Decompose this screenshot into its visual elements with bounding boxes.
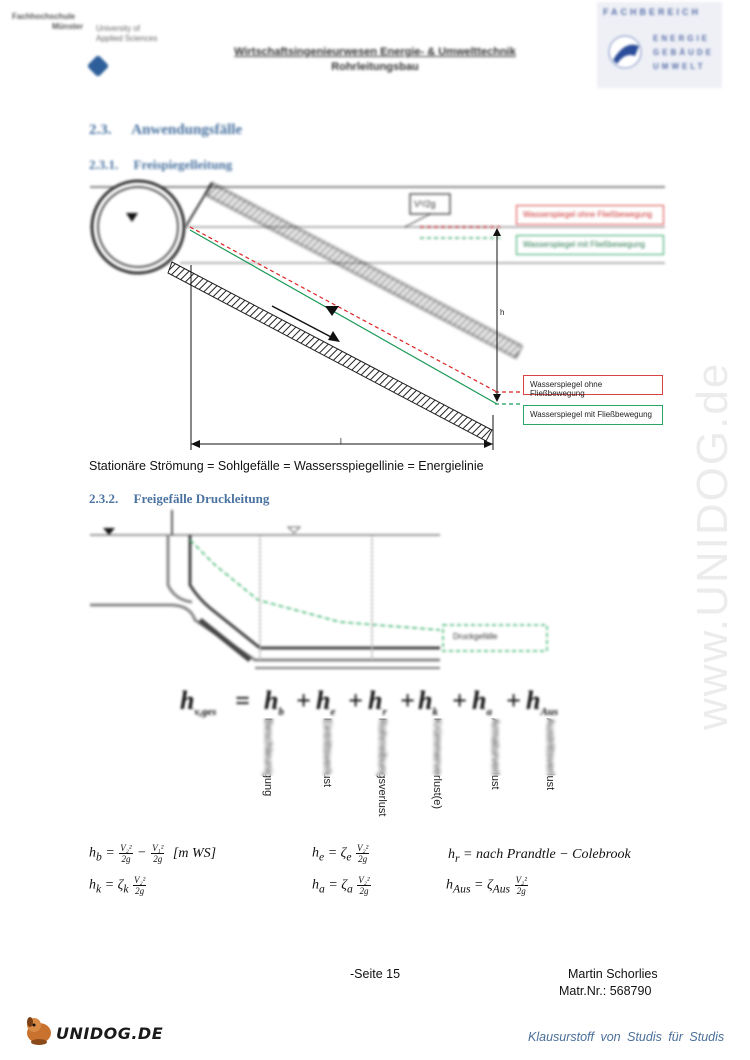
department-logo: [597, 2, 722, 88]
department-emblem-icon: [603, 30, 647, 74]
section-number: 2.3.2.: [89, 491, 119, 506]
section-title: Freispiegelleitung: [133, 157, 233, 172]
legend-green: Wasserspiegel mit Fließbewegung: [523, 405, 663, 425]
formula-plus: +: [452, 686, 467, 715]
site-name: UNIDOG.DE: [56, 1024, 164, 1043]
pressure-gradient-label: Druckgefälle: [453, 632, 498, 641]
section-title: Anwendungsfälle: [131, 122, 243, 138]
formula-plus: +: [296, 686, 311, 715]
dog-mascot-icon: [22, 1013, 56, 1047]
diagram-blurred-top: [90, 181, 665, 273]
height-label: h: [500, 308, 505, 317]
title-line2: Rohrleitungsbau: [331, 61, 419, 73]
author-name: Martin Schorlies: [568, 967, 658, 981]
formula-plus: +: [348, 686, 363, 715]
water-level-triangle-icon: [325, 306, 339, 316]
page-number: -Seite 15: [350, 967, 401, 981]
formula-equals: =: [235, 686, 250, 715]
formula-term-e: $h_e$: [316, 686, 336, 719]
water-level-triangle-icon: [288, 527, 300, 533]
uni-name-line1: Fachhochschule: [12, 12, 76, 21]
formula-ha: $h_a = \zeta_a$ $\frac{\text{V₂²}}{2g}$: [312, 875, 370, 896]
formula-lhs: $h_{v,ges}$: [180, 686, 217, 719]
term-label-rohrreibung: Rohrreibungsverlust: [376, 718, 388, 817]
fb-line2: GEBÄUDE: [653, 48, 715, 57]
term-label-armatur: Armaturverlust: [489, 718, 501, 790]
term-label-eintritt: Eintrittsverlust: [321, 718, 333, 788]
legend-red: Wasserspiegel ohne Fließbewegung: [523, 375, 663, 395]
water-level-triangle-icon: [103, 528, 115, 535]
watermark: www.UNIDOG.de: [688, 361, 737, 730]
term-label-kruemmer: Krümmerverlust(e): [431, 718, 443, 810]
formula-term-k: $h_k$: [418, 686, 438, 719]
formula-hr: $h_r$ = nach Prandtle − Colebrook: [448, 847, 631, 865]
formula-hb: $h_b$ = $\frac{\text{V₂²}}{2g}$ − $\frac{\text{V₁²}}{2g}$ [m WS]: [89, 843, 217, 864]
term-label-beschleunigung: Beschleunigung: [262, 718, 274, 797]
uni-name-line2: Münster: [52, 22, 84, 31]
diagram1-caption: Stationäre Strömung = Sohlgefälle = Wassersspiegellinie = Energielinie: [89, 459, 484, 473]
uni-name-en1: University of: [96, 24, 141, 33]
matriculation-number: Matr.Nr.: 568790: [559, 984, 652, 998]
formula-haus: $h_{Aus} = \zeta_{Aus}$ $\frac{\text{V₂²}}{2g}$: [446, 875, 527, 896]
legend-upper-green: Wasserspiegel mit Fließbewegung: [516, 235, 664, 255]
section-number: 2.3.1.: [89, 157, 119, 172]
university-logo: [12, 12, 187, 82]
fb-line1: ENERGIE: [653, 34, 711, 43]
diamond-logo-icon: [87, 55, 110, 78]
pipe-wall-top: [206, 183, 522, 358]
section-title: Freigefälle Druckleitung: [133, 491, 270, 506]
uni-name-en2: Applied Sciences: [96, 34, 158, 43]
length-label: l: [340, 437, 342, 446]
term-label-austritt: Austrittsverlust: [544, 718, 556, 791]
unidog-logo[interactable]: [22, 1013, 164, 1049]
footer-slogan: Klausurstoff von Studis für Studis: [528, 1030, 725, 1044]
formula-term-aus: $h_{Aus}$: [526, 686, 559, 719]
title-line1: Wirtschaftsingenieurwesen Energie- & Umwelttechnik: [234, 46, 516, 58]
pipe-wall-bottom: [168, 262, 492, 441]
formula-term-r: $h_r$: [368, 686, 387, 719]
blur-overlay: [255, 718, 565, 776]
pressure-pipe-diagram: [0, 505, 750, 680]
formula-he: $h_e = \zeta_e$ $\frac{\text{V₂²}}{2g}$: [312, 843, 369, 864]
formula-term-a: $h_a$: [472, 686, 492, 719]
velocity-head-label: V²/2g: [414, 199, 436, 209]
document-title: [190, 46, 560, 73]
fb-label: FACHBEREICH: [603, 7, 702, 17]
formula-hk: $h_k = \zeta_k$ $\frac{\text{V₂²}}{2g}$: [89, 875, 146, 896]
formula-term-b: $h_b$: [264, 686, 284, 719]
manhole-shaft: [92, 181, 184, 273]
legend-upper-red: Wasserspiegel ohne Fließbewegung: [516, 205, 664, 225]
formula-plus: +: [400, 686, 415, 715]
formula-plus: +: [506, 686, 521, 715]
section-heading-2-3: [89, 122, 242, 139]
fb-line3: UMWELT: [653, 62, 706, 71]
section-number: 2.3.: [89, 122, 112, 138]
